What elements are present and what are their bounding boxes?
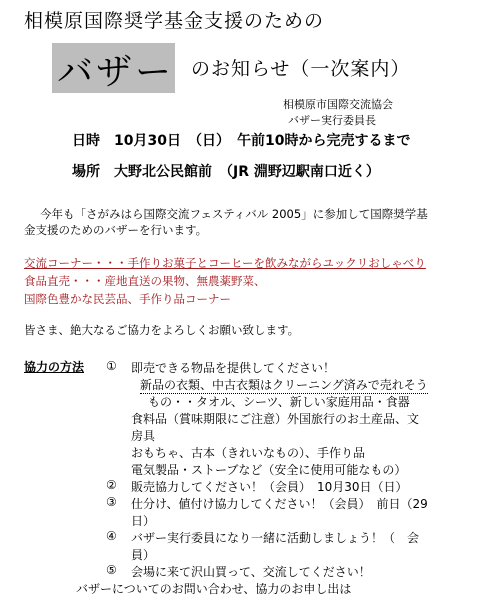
item-text-3a: 日）	[131, 514, 156, 528]
title-line2: のお知らせ（一次案内）	[191, 58, 411, 80]
item-num-5: ⑤	[106, 563, 117, 577]
corner-food: 食品直売・・・産地直送の果物、無農薬野菜、	[24, 274, 266, 288]
item-text-1b: もの・・タオル、シーツ、新しい家庭用品・食器	[148, 395, 410, 409]
item-text-1: 即売できる物品を提供してください！	[131, 361, 336, 375]
item-text-1d: 房具	[131, 429, 156, 443]
closing-text: 皆さま、絶大なるご協力をよろしくお願い致します。	[24, 323, 300, 337]
item-num-3: ③	[106, 495, 117, 509]
bazaar-title: バザー	[57, 52, 175, 93]
organizer-name: 相模原市国際交流協会	[283, 98, 393, 111]
item-text-4: バザー実行委員になり一緒に活動しましょう！（ 会	[131, 531, 420, 545]
item-text-1a: 新品の衣類、中古衣類はクリーニング済みで売れそう	[140, 378, 428, 392]
item-text-1e: おもちゃ、古本（きれいなもの）、手作り品	[131, 446, 366, 460]
item-text-1c: 食料品（賞味期限にご注意）外国旅行のお土産品、文	[131, 412, 420, 426]
item-text-2: 販売協力してください！（会員） 10月30日（日）	[131, 480, 408, 494]
event-place: 場所 大野北公民館前 （JR 淵野辺駅南口近く）	[72, 164, 380, 180]
corner-exchange: 交流コーナー・・・手作りお菓子とコーヒーを飲みながらユックリおしゃべり	[24, 256, 426, 270]
footer-text: バザーについてのお問い合わせ、協力のお申し出は	[76, 582, 352, 596]
item-num-4: ④	[106, 529, 117, 543]
organizer-chair: バザー実行委員長	[288, 114, 376, 127]
title-line1: 相模原国際奨学基金支援のための	[24, 10, 325, 32]
item-text-5: 会場に来て沢山買って、交流してください！	[131, 565, 371, 579]
item-num-2: ②	[106, 478, 117, 492]
intro-line2: 金支援のためのバザーを行います。	[24, 223, 208, 237]
item-text-1f: 電気製品・ストーブなど（安全に使用可能なもの）	[131, 463, 407, 477]
item-num-1: ①	[106, 359, 117, 373]
cooperation-heading: 協力の方法	[24, 360, 85, 374]
item-text-4a: 員）	[131, 548, 156, 562]
event-datetime: 日時 10月30日 （日） 午前10時から完売するまで	[72, 133, 411, 149]
intro-line1: 今年も「さがみはら国際交流フェスティバル 2005」に参加して国際奨学基	[40, 207, 428, 221]
item-text-3: 仕分け、値付け協力してください！（会員） 前日（29	[131, 497, 428, 511]
corner-crafts: 国際色豊かな民芸品、手作り品コーナー	[24, 292, 231, 306]
